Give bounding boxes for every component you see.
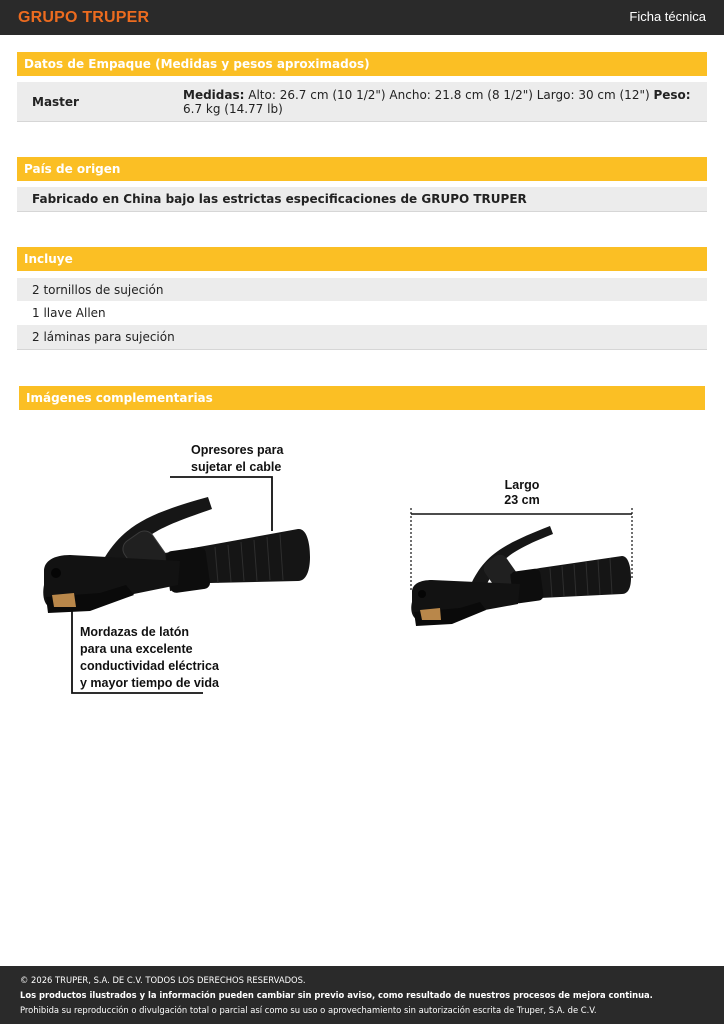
callout-top-line2: sujetar el cable: [191, 460, 282, 474]
includes-section-header: Incluye: [17, 247, 707, 271]
footer-notice: Los productos ilustrados y la información pueden cambiar sin previo aviso, como resultado de nuestros procesos de mejora continua.: [20, 990, 653, 1000]
packaging-row: [17, 82, 707, 122]
callout-bottom-line1: Mordazas de latón: [80, 625, 190, 639]
callout-bottom-line4: y mayor tiempo de vida: [80, 676, 219, 690]
length-label-line2: 23 cm: [504, 493, 540, 507]
footer: [0, 966, 724, 1024]
callout-bottom-line3: conductividad eléctrica: [80, 659, 219, 673]
origin-row: [17, 187, 707, 212]
includes-item-text: 2 láminas para sujeción: [32, 330, 175, 344]
brass-jaw: [420, 608, 441, 620]
footer-copyright: © 2026 TRUPER, S.A. DE C.V. TODOS LOS DERECHOS RESERVADOS.: [20, 975, 306, 985]
measures-value: Alto: 26.7 cm (10 1/2") Ancho: 21.8 cm (8 1/2") Largo: 30 cm (12"): [248, 88, 650, 102]
includes-item: [17, 301, 707, 325]
callout-bottom-line2: para una excelente: [80, 642, 193, 656]
weight-value: 6.7 kg (14.77 lb): [183, 102, 283, 116]
packaging-label: Master: [32, 95, 79, 109]
origin-text: Fabricado en China bajo las estrictas especificaciones de GRUPO TRUPER: [32, 192, 527, 206]
footer-prohibition: Prohibida su reproducción o divulgación total o parcial así como su uso o aprovechamiento sin autorización escrita de Truper, S.A. de C.V.: [20, 1005, 597, 1015]
includes-item: [17, 325, 707, 350]
brass-jaw: [52, 593, 76, 607]
electrode-holder-length-figure: [400, 470, 645, 635]
includes-item-text: 1 llave Allen: [32, 306, 106, 320]
includes-item-text: 2 tornillos de sujeción: [32, 283, 164, 297]
screw-hole: [418, 590, 426, 598]
weight-label: Peso:: [653, 88, 691, 102]
includes-item: [17, 278, 707, 301]
brand-logo: GRUPO TRUPER: [18, 9, 150, 26]
packaging-value: [183, 88, 693, 116]
origin-section-header: País de origen: [17, 157, 707, 181]
packaging-section-header: Datos de Empaque (Medidas y pesos aproximados): [17, 52, 707, 76]
document-type: Ficha técnica: [629, 9, 706, 24]
images-section-header: Imágenes complementarias: [19, 386, 705, 410]
top-bar: [0, 0, 724, 35]
screw-hole: [51, 568, 61, 578]
electrode-holder-callout-figure: [30, 435, 350, 700]
length-label-line1: Largo: [504, 478, 540, 492]
measures-label: Medidas:: [183, 88, 245, 102]
callout-top-line1: Opresores para: [191, 443, 284, 457]
